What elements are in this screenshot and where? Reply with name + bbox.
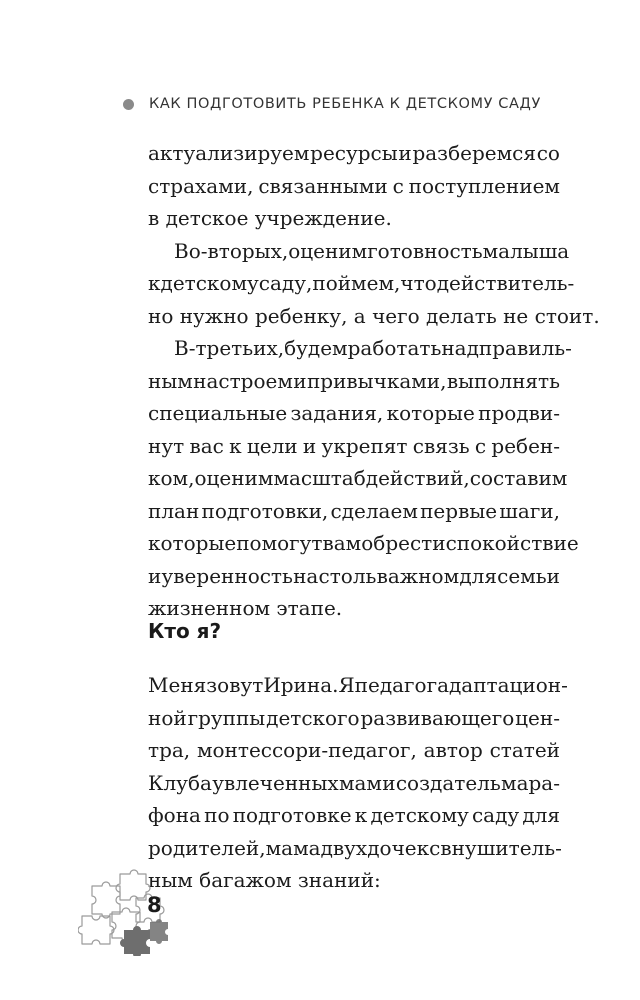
word: группы xyxy=(187,705,266,730)
word: с xyxy=(474,433,487,458)
word: ной xyxy=(148,705,187,730)
word: страхами, xyxy=(148,173,254,198)
word: подготовки, xyxy=(201,498,329,523)
word: актуализируем xyxy=(148,141,310,165)
word: по xyxy=(204,803,230,827)
word: выполнять xyxy=(446,368,560,393)
word: оценим xyxy=(288,238,368,263)
text-line: жизненном этапе. xyxy=(148,596,343,620)
word: мара- xyxy=(501,770,560,795)
word: уверенность xyxy=(161,563,293,588)
body-text-bottom xyxy=(148,669,568,897)
word: детскому xyxy=(160,271,259,295)
word: к xyxy=(229,433,242,458)
word: зовут xyxy=(206,673,264,697)
word: привычками, xyxy=(306,368,447,393)
word: Я xyxy=(338,673,355,697)
word: к xyxy=(354,803,368,827)
word: спокойствие xyxy=(445,531,579,555)
word: помогут xyxy=(236,531,323,555)
word: оценим xyxy=(194,466,274,490)
word: и xyxy=(148,563,162,588)
word: ресурсы xyxy=(310,141,398,165)
text-line xyxy=(148,170,560,203)
word: разберемся xyxy=(412,141,536,165)
text-line: в детское учреждение. xyxy=(148,206,392,230)
running-head xyxy=(123,92,603,116)
word: задания, xyxy=(290,401,384,425)
word: продви- xyxy=(478,401,560,425)
bullet-dot-icon xyxy=(123,99,134,110)
word: малыша xyxy=(482,238,570,263)
word: работать xyxy=(347,336,442,360)
word: действитель- xyxy=(436,271,575,295)
text-line xyxy=(148,495,560,528)
text-line xyxy=(148,332,572,365)
word: для xyxy=(459,563,497,588)
word: развивающего xyxy=(360,705,515,730)
word: педагог xyxy=(354,673,438,697)
word: которые xyxy=(386,401,475,425)
word: адаптацион- xyxy=(437,673,568,697)
word: обрести xyxy=(361,531,446,555)
word: над xyxy=(441,336,479,360)
section-heading: Кто я? xyxy=(148,619,222,643)
word: с xyxy=(392,173,404,198)
word: детского xyxy=(266,705,360,730)
word: саду xyxy=(471,803,520,827)
text-line: ным багажом знаний: xyxy=(148,868,381,892)
word: и xyxy=(382,770,396,795)
word: поймем, xyxy=(312,271,401,295)
word: которые xyxy=(148,531,237,555)
word: готовность xyxy=(367,238,483,263)
word: и xyxy=(302,433,317,458)
word: со xyxy=(536,141,560,165)
word: специальные xyxy=(148,401,288,425)
word: шаги, xyxy=(499,498,560,523)
word: дочек xyxy=(367,835,430,860)
word: на xyxy=(293,563,319,588)
word: поступлением xyxy=(408,173,560,198)
word: план xyxy=(148,498,200,523)
word: вам xyxy=(322,531,362,555)
text-line xyxy=(148,560,560,593)
text-line xyxy=(148,267,575,300)
word: связь xyxy=(412,433,470,458)
text-line xyxy=(148,734,560,767)
text-line xyxy=(148,365,560,398)
word: для xyxy=(522,803,560,827)
word: детскому xyxy=(370,803,469,827)
word: действий, xyxy=(365,466,470,490)
word: ком, xyxy=(148,466,195,490)
word: саду, xyxy=(258,271,313,295)
word: двух xyxy=(320,835,368,860)
word: увлеченных xyxy=(212,770,339,795)
word: нут xyxy=(148,433,185,458)
word: мам xyxy=(338,770,382,795)
word: и xyxy=(398,141,412,165)
text-line xyxy=(148,832,560,865)
word: фона xyxy=(148,803,201,827)
text-line xyxy=(148,397,560,430)
word: Во-вторых, xyxy=(174,238,289,263)
body-text-top xyxy=(148,137,600,625)
word: подготовке xyxy=(232,803,352,827)
word: цен- xyxy=(515,705,560,730)
word: Меня xyxy=(148,673,207,697)
text-line xyxy=(148,767,560,800)
word: вас xyxy=(189,433,224,458)
word: масштаб xyxy=(273,466,366,490)
word: мама xyxy=(265,835,321,860)
word: родителей, xyxy=(148,835,266,860)
word: ным xyxy=(148,368,193,393)
word: укрепят xyxy=(321,433,408,458)
word: ребен- xyxy=(491,433,560,458)
word: сделаем xyxy=(330,498,418,523)
word: семьи xyxy=(497,563,560,588)
text-line xyxy=(148,527,579,560)
word: статей xyxy=(489,738,560,762)
word: настроем xyxy=(193,368,293,393)
word: к xyxy=(148,271,161,295)
word: монтессори-педагог, xyxy=(196,738,417,762)
word: В-третьих, xyxy=(174,336,285,360)
text-line xyxy=(148,799,560,832)
word: важном xyxy=(376,563,460,588)
word: тра, xyxy=(148,738,191,762)
word: и xyxy=(293,368,307,393)
text-line xyxy=(148,235,570,268)
word: автор xyxy=(423,738,483,762)
word: что xyxy=(400,271,437,295)
text-line xyxy=(148,137,560,170)
word: правиль- xyxy=(478,336,572,360)
word: Ирина. xyxy=(263,673,339,697)
text-line xyxy=(148,462,568,495)
word: с xyxy=(429,835,441,860)
text-line xyxy=(148,669,568,702)
word: будем xyxy=(284,336,348,360)
word: цели xyxy=(246,433,298,458)
word: столь xyxy=(318,563,377,588)
text-line xyxy=(148,430,560,463)
word: создатель xyxy=(395,770,501,795)
word: первые xyxy=(420,498,498,523)
word: Клуба xyxy=(148,770,212,795)
running-head-text: КАК ПОДГОТОВИТЬ РЕБЕНКА К ДЕТСКОМУ САДУ xyxy=(149,96,541,112)
word: внушитель- xyxy=(440,835,562,860)
page-number: 8 xyxy=(147,893,162,917)
word: связанными xyxy=(258,173,388,198)
text-line xyxy=(148,702,560,735)
word: составим xyxy=(469,466,568,490)
text-line: но нужно ребенку, а чего делать не стоит. xyxy=(148,303,600,328)
